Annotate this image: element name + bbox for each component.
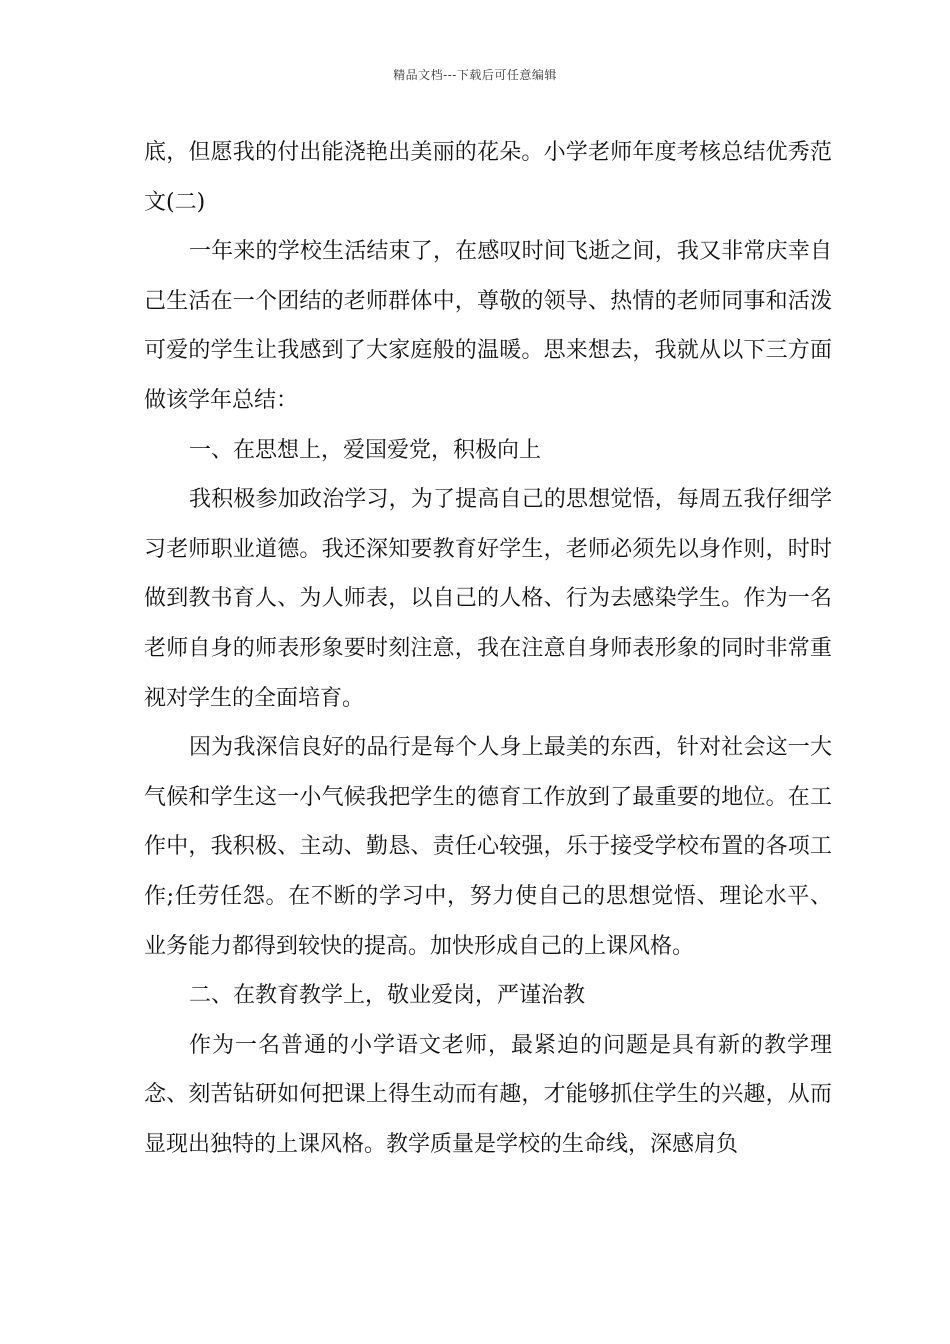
- document-body: [144, 128, 832, 1169]
- paragraph-intro: 一年来的学校生活结束了，在感叹时间飞逝之间，我又非常庆幸自己生活在一个团结的老师群体中，尊敬的领导、热情的老师同事和活泼可爱的学生让我感到了大家庭般的温暖。思来想去，我就从以下三方面做该学年总结：: [144, 239, 832, 413]
- paragraph-continuation: 底，但愿我的付出能浇艳出美丽的花朵。小学老师年度考核总结优秀范文(二): [144, 140, 832, 215]
- section-heading-1: 一、在思想上，爱国爱党，积极向上: [189, 437, 542, 463]
- paragraph-ideology: 我积极参加政治学习，为了提高自己的思想觉悟，每周五我仔细学习老师职业道德。我还深知要教育好学生，老师必须先以身作则，时时做到教书育人、为人师表，以自己的人格、行为去感染学生。作为一名老师自身的师表形象要时刻注意，我在注意自身师表形象的同时非常重视对学生的全面培育。: [144, 487, 832, 711]
- paragraph-moral-education: 因为我深信良好的品行是每个人身上最美的东西，针对社会这一大气候和学生这一小气候我把学生的德育工作放到了最重要的地位。在工作中，我积极、主动、勤恳、责任心较强，乐于接受学校布置的各项工作;任劳任怨。在不断的学习中，努力使自己的思想觉悟、理论水平、业务能力都得到较快的提高。加快形成自己的上课风格。: [144, 735, 832, 959]
- paragraph-teaching: 作为一名普通的小学语文老师，最紧迫的问题是具有新的教学理念、刻苦钻研如何把课上得生动而有趣，才能够抓住学生的兴趣，从而显现出独特的上课风格。教学质量是学校的生命线，深感肩负: [144, 1032, 832, 1157]
- section-heading-2: 二、在教育教学上，敬业爱岗，严谨治教: [189, 983, 586, 1009]
- page-header: 精品文档---下载后可任意编辑: [393, 68, 557, 82]
